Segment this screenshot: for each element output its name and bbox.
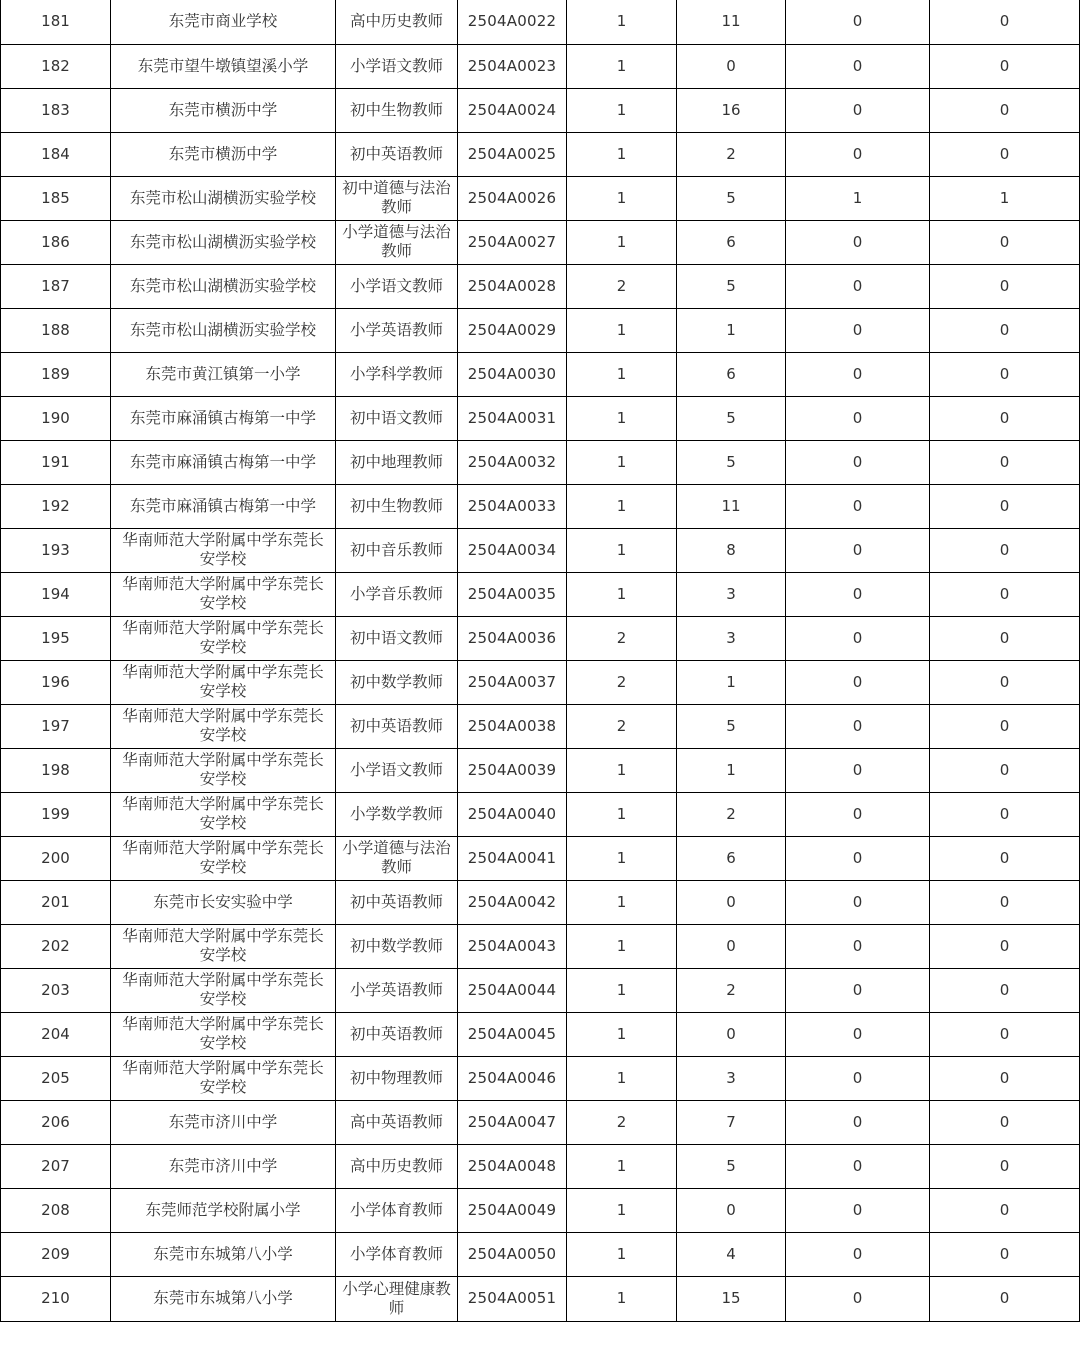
count-cell-7: 0 [786, 792, 930, 836]
applicant-count-cell: 0 [677, 880, 786, 924]
position-name-cell: 初中生物教师 [336, 484, 458, 528]
table-body [1, 0, 1080, 1321]
school-name-cell: 东莞市长安实验中学 [111, 880, 336, 924]
table-row [1, 1276, 1080, 1321]
table-row [1, 0, 1080, 44]
row-number-cell: 200 [1, 836, 111, 880]
position-name-cell: 初中英语教师 [336, 880, 458, 924]
plan-count-cell: 1 [567, 352, 677, 396]
plan-count-cell: 2 [567, 660, 677, 704]
table-row [1, 176, 1080, 220]
table-row [1, 968, 1080, 1012]
row-number-cell: 195 [1, 616, 111, 660]
count-cell-8: 0 [930, 1144, 1080, 1188]
applicant-count-cell: 5 [677, 264, 786, 308]
count-cell-8: 0 [930, 968, 1080, 1012]
plan-count-cell: 1 [567, 220, 677, 264]
position-code-cell: 2504A0022 [458, 0, 567, 44]
position-code-cell: 2504A0025 [458, 132, 567, 176]
table-row [1, 440, 1080, 484]
table-row [1, 484, 1080, 528]
applicant-count-cell: 0 [677, 44, 786, 88]
count-cell-8: 0 [930, 132, 1080, 176]
row-number-cell: 202 [1, 924, 111, 968]
plan-count-cell: 2 [567, 616, 677, 660]
position-name-cell: 小学数学教师 [336, 792, 458, 836]
plan-count-cell: 2 [567, 1100, 677, 1144]
school-name-cell: 东莞市松山湖横沥实验学校 [111, 220, 336, 264]
row-number-cell: 197 [1, 704, 111, 748]
plan-count-cell: 1 [567, 528, 677, 572]
row-number-cell: 190 [1, 396, 111, 440]
count-cell-7: 0 [786, 704, 930, 748]
position-name-cell: 小学心理健康教师 [336, 1276, 458, 1321]
table-row [1, 1188, 1080, 1232]
position-name-cell: 小学英语教师 [336, 308, 458, 352]
count-cell-8: 0 [930, 484, 1080, 528]
school-name-cell: 东莞市望牛墩镇望溪小学 [111, 44, 336, 88]
table-row [1, 1144, 1080, 1188]
row-number-cell: 192 [1, 484, 111, 528]
applicant-count-cell: 0 [677, 924, 786, 968]
position-name-cell: 初中英语教师 [336, 1012, 458, 1056]
applicant-count-cell: 4 [677, 1232, 786, 1276]
school-name-cell: 东莞市松山湖横沥实验学校 [111, 264, 336, 308]
table-row [1, 792, 1080, 836]
count-cell-8: 0 [930, 352, 1080, 396]
count-cell-8: 0 [930, 1276, 1080, 1321]
position-name-cell: 高中历史教师 [336, 1144, 458, 1188]
count-cell-7: 0 [786, 396, 930, 440]
count-cell-8: 0 [930, 1188, 1080, 1232]
plan-count-cell: 1 [567, 1056, 677, 1100]
table-row [1, 88, 1080, 132]
row-number-cell: 204 [1, 1012, 111, 1056]
row-number-cell: 186 [1, 220, 111, 264]
school-name-cell: 华南师范大学附属中学东莞长安学校 [111, 572, 336, 616]
plan-count-cell: 1 [567, 792, 677, 836]
row-number-cell: 208 [1, 1188, 111, 1232]
count-cell-8: 0 [930, 1232, 1080, 1276]
position-name-cell: 高中英语教师 [336, 1100, 458, 1144]
applicant-count-cell: 5 [677, 176, 786, 220]
count-cell-7: 0 [786, 264, 930, 308]
applicant-count-cell: 8 [677, 528, 786, 572]
count-cell-7: 0 [786, 0, 930, 44]
applicant-count-cell: 2 [677, 132, 786, 176]
count-cell-7: 0 [786, 880, 930, 924]
row-number-cell: 205 [1, 1056, 111, 1100]
count-cell-8: 0 [930, 924, 1080, 968]
count-cell-7: 0 [786, 88, 930, 132]
applicant-count-cell: 11 [677, 484, 786, 528]
applicant-count-cell: 7 [677, 1100, 786, 1144]
row-number-cell: 184 [1, 132, 111, 176]
plan-count-cell: 1 [567, 1276, 677, 1321]
school-name-cell: 东莞师范学校附属小学 [111, 1188, 336, 1232]
count-cell-8: 0 [930, 660, 1080, 704]
count-cell-8: 0 [930, 0, 1080, 44]
count-cell-7: 0 [786, 308, 930, 352]
count-cell-7: 0 [786, 1056, 930, 1100]
row-number-cell: 189 [1, 352, 111, 396]
plan-count-cell: 1 [567, 748, 677, 792]
row-number-cell: 209 [1, 1232, 111, 1276]
count-cell-8: 0 [930, 528, 1080, 572]
table-row [1, 836, 1080, 880]
position-code-cell: 2504A0042 [458, 880, 567, 924]
applicant-count-cell: 6 [677, 836, 786, 880]
position-code-cell: 2504A0039 [458, 748, 567, 792]
position-code-cell: 2504A0045 [458, 1012, 567, 1056]
position-code-cell: 2504A0044 [458, 968, 567, 1012]
position-name-cell: 小学体育教师 [336, 1188, 458, 1232]
position-name-cell: 小学语文教师 [336, 748, 458, 792]
count-cell-8: 0 [930, 880, 1080, 924]
school-name-cell: 东莞市麻涌镇古梅第一中学 [111, 396, 336, 440]
plan-count-cell: 1 [567, 1232, 677, 1276]
position-code-cell: 2504A0041 [458, 836, 567, 880]
school-name-cell: 华南师范大学附属中学东莞长安学校 [111, 704, 336, 748]
count-cell-8: 0 [930, 88, 1080, 132]
applicant-count-cell: 11 [677, 0, 786, 44]
applicant-count-cell: 1 [677, 748, 786, 792]
school-name-cell: 东莞市麻涌镇古梅第一中学 [111, 484, 336, 528]
school-name-cell: 华南师范大学附属中学东莞长安学校 [111, 748, 336, 792]
position-code-cell: 2504A0040 [458, 792, 567, 836]
position-code-cell: 2504A0038 [458, 704, 567, 748]
position-name-cell: 初中音乐教师 [336, 528, 458, 572]
table-row [1, 308, 1080, 352]
plan-count-cell: 2 [567, 264, 677, 308]
table-row [1, 132, 1080, 176]
position-name-cell: 初中语文教师 [336, 616, 458, 660]
position-code-cell: 2504A0035 [458, 572, 567, 616]
count-cell-7: 0 [786, 572, 930, 616]
table-row [1, 1100, 1080, 1144]
applicant-count-cell: 6 [677, 352, 786, 396]
count-cell-7: 0 [786, 484, 930, 528]
school-name-cell: 华南师范大学附属中学东莞长安学校 [111, 1056, 336, 1100]
position-name-cell: 初中数学教师 [336, 924, 458, 968]
applicant-count-cell: 3 [677, 572, 786, 616]
row-number-cell: 206 [1, 1100, 111, 1144]
count-cell-7: 0 [786, 528, 930, 572]
position-code-cell: 2504A0028 [458, 264, 567, 308]
count-cell-7: 0 [786, 1100, 930, 1144]
position-name-cell: 小学英语教师 [336, 968, 458, 1012]
count-cell-7: 0 [786, 352, 930, 396]
count-cell-8: 0 [930, 616, 1080, 660]
plan-count-cell: 1 [567, 1012, 677, 1056]
plan-count-cell: 1 [567, 0, 677, 44]
count-cell-8: 0 [930, 308, 1080, 352]
count-cell-8: 0 [930, 792, 1080, 836]
count-cell-8: 0 [930, 1100, 1080, 1144]
position-code-cell: 2504A0030 [458, 352, 567, 396]
row-number-cell: 203 [1, 968, 111, 1012]
table-row [1, 880, 1080, 924]
position-name-cell: 初中语文教师 [336, 396, 458, 440]
position-code-cell: 2504A0036 [458, 616, 567, 660]
plan-count-cell: 1 [567, 880, 677, 924]
school-name-cell: 东莞市松山湖横沥实验学校 [111, 176, 336, 220]
position-name-cell: 小学音乐教师 [336, 572, 458, 616]
count-cell-7: 0 [786, 660, 930, 704]
row-number-cell: 187 [1, 264, 111, 308]
position-name-cell: 初中生物教师 [336, 88, 458, 132]
applicant-count-cell: 2 [677, 968, 786, 1012]
row-number-cell: 182 [1, 44, 111, 88]
row-number-cell: 210 [1, 1276, 111, 1321]
applicant-count-cell: 0 [677, 1012, 786, 1056]
school-name-cell: 东莞市济川中学 [111, 1144, 336, 1188]
count-cell-8: 0 [930, 704, 1080, 748]
position-code-cell: 2504A0031 [458, 396, 567, 440]
table-row [1, 1232, 1080, 1276]
applicant-count-cell: 1 [677, 308, 786, 352]
table-row [1, 220, 1080, 264]
count-cell-7: 0 [786, 440, 930, 484]
table-row [1, 660, 1080, 704]
count-cell-8: 0 [930, 264, 1080, 308]
plan-count-cell: 1 [567, 88, 677, 132]
position-code-cell: 2504A0023 [458, 44, 567, 88]
school-name-cell: 东莞市麻涌镇古梅第一中学 [111, 440, 336, 484]
applicant-count-cell: 5 [677, 704, 786, 748]
row-number-cell: 188 [1, 308, 111, 352]
count-cell-8: 0 [930, 572, 1080, 616]
school-name-cell: 东莞市东城第八小学 [111, 1276, 336, 1321]
count-cell-8: 0 [930, 396, 1080, 440]
plan-count-cell: 1 [567, 44, 677, 88]
row-number-cell: 199 [1, 792, 111, 836]
applicant-count-cell: 3 [677, 616, 786, 660]
count-cell-8: 0 [930, 440, 1080, 484]
count-cell-7: 0 [786, 1232, 930, 1276]
count-cell-7: 0 [786, 836, 930, 880]
count-cell-8: 0 [930, 44, 1080, 88]
plan-count-cell: 1 [567, 132, 677, 176]
position-code-cell: 2504A0029 [458, 308, 567, 352]
table-row [1, 748, 1080, 792]
applicant-count-cell: 1 [677, 660, 786, 704]
position-code-cell: 2504A0034 [458, 528, 567, 572]
table-row [1, 1056, 1080, 1100]
plan-count-cell: 1 [567, 308, 677, 352]
count-cell-7: 0 [786, 924, 930, 968]
position-name-cell: 初中道德与法治教师 [336, 176, 458, 220]
position-code-cell: 2504A0049 [458, 1188, 567, 1232]
school-name-cell: 东莞市东城第八小学 [111, 1232, 336, 1276]
count-cell-8: 0 [930, 1056, 1080, 1100]
table-row [1, 264, 1080, 308]
count-cell-7: 0 [786, 748, 930, 792]
position-name-cell: 小学语文教师 [336, 264, 458, 308]
applicant-count-cell: 0 [677, 1188, 786, 1232]
row-number-cell: 183 [1, 88, 111, 132]
school-name-cell: 东莞市松山湖横沥实验学校 [111, 308, 336, 352]
table-row [1, 528, 1080, 572]
plan-count-cell: 1 [567, 924, 677, 968]
count-cell-7: 1 [786, 176, 930, 220]
plan-count-cell: 1 [567, 176, 677, 220]
position-name-cell: 小学道德与法治教师 [336, 220, 458, 264]
count-cell-7: 0 [786, 1276, 930, 1321]
count-cell-8: 0 [930, 1012, 1080, 1056]
row-number-cell: 185 [1, 176, 111, 220]
plan-count-cell: 1 [567, 836, 677, 880]
plan-count-cell: 1 [567, 572, 677, 616]
count-cell-7: 0 [786, 1188, 930, 1232]
applicant-count-cell: 5 [677, 396, 786, 440]
plan-count-cell: 1 [567, 440, 677, 484]
row-number-cell: 194 [1, 572, 111, 616]
row-number-cell: 193 [1, 528, 111, 572]
applicant-count-cell: 5 [677, 440, 786, 484]
count-cell-8: 0 [930, 220, 1080, 264]
position-name-cell: 初中数学教师 [336, 660, 458, 704]
position-code-cell: 2504A0024 [458, 88, 567, 132]
row-number-cell: 207 [1, 1144, 111, 1188]
position-name-cell: 初中物理教师 [336, 1056, 458, 1100]
position-code-cell: 2504A0046 [458, 1056, 567, 1100]
row-number-cell: 198 [1, 748, 111, 792]
applicant-count-cell: 2 [677, 792, 786, 836]
position-name-cell: 小学体育教师 [336, 1232, 458, 1276]
row-number-cell: 191 [1, 440, 111, 484]
position-name-cell: 小学道德与法治教师 [336, 836, 458, 880]
school-name-cell: 华南师范大学附属中学东莞长安学校 [111, 924, 336, 968]
count-cell-7: 0 [786, 1012, 930, 1056]
school-name-cell: 华南师范大学附属中学东莞长安学校 [111, 836, 336, 880]
applicant-count-cell: 5 [677, 1144, 786, 1188]
table-row [1, 396, 1080, 440]
school-name-cell: 华南师范大学附属中学东莞长安学校 [111, 616, 336, 660]
position-name-cell: 高中历史教师 [336, 0, 458, 44]
table-row [1, 924, 1080, 968]
school-name-cell: 华南师范大学附属中学东莞长安学校 [111, 528, 336, 572]
position-code-cell: 2504A0051 [458, 1276, 567, 1321]
position-code-cell: 2504A0047 [458, 1100, 567, 1144]
plan-count-cell: 1 [567, 484, 677, 528]
position-code-cell: 2504A0050 [458, 1232, 567, 1276]
table-row [1, 572, 1080, 616]
position-code-cell: 2504A0048 [458, 1144, 567, 1188]
school-name-cell: 东莞市横沥中学 [111, 132, 336, 176]
row-number-cell: 201 [1, 880, 111, 924]
position-code-cell: 2504A0027 [458, 220, 567, 264]
plan-count-cell: 1 [567, 396, 677, 440]
table-row [1, 1012, 1080, 1056]
table-row [1, 616, 1080, 660]
plan-count-cell: 1 [567, 968, 677, 1012]
position-code-cell: 2504A0026 [458, 176, 567, 220]
count-cell-7: 0 [786, 44, 930, 88]
position-code-cell: 2504A0037 [458, 660, 567, 704]
count-cell-8: 0 [930, 748, 1080, 792]
row-number-cell: 196 [1, 660, 111, 704]
school-name-cell: 东莞市商业学校 [111, 0, 336, 44]
count-cell-7: 0 [786, 220, 930, 264]
position-name-cell: 初中英语教师 [336, 132, 458, 176]
school-name-cell: 东莞市济川中学 [111, 1100, 336, 1144]
table-row [1, 704, 1080, 748]
school-name-cell: 华南师范大学附属中学东莞长安学校 [111, 1012, 336, 1056]
plan-count-cell: 2 [567, 704, 677, 748]
position-name-cell: 初中地理教师 [336, 440, 458, 484]
table-row [1, 352, 1080, 396]
count-cell-7: 0 [786, 968, 930, 1012]
school-name-cell: 华南师范大学附属中学东莞长安学校 [111, 660, 336, 704]
school-name-cell: 华南师范大学附属中学东莞长安学校 [111, 968, 336, 1012]
school-name-cell: 华南师范大学附属中学东莞长安学校 [111, 792, 336, 836]
count-cell-7: 0 [786, 1144, 930, 1188]
applicant-count-cell: 6 [677, 220, 786, 264]
position-name-cell: 小学科学教师 [336, 352, 458, 396]
count-cell-7: 0 [786, 616, 930, 660]
position-code-cell: 2504A0043 [458, 924, 567, 968]
table-row [1, 44, 1080, 88]
plan-count-cell: 1 [567, 1144, 677, 1188]
position-name-cell: 初中英语教师 [336, 704, 458, 748]
count-cell-8: 0 [930, 836, 1080, 880]
applicant-count-cell: 16 [677, 88, 786, 132]
plan-count-cell: 1 [567, 1188, 677, 1232]
position-code-cell: 2504A0032 [458, 440, 567, 484]
count-cell-7: 0 [786, 132, 930, 176]
position-code-cell: 2504A0033 [458, 484, 567, 528]
row-number-cell: 181 [1, 0, 111, 44]
applicant-count-cell: 3 [677, 1056, 786, 1100]
count-cell-8: 1 [930, 176, 1080, 220]
applicant-count-cell: 15 [677, 1276, 786, 1321]
school-name-cell: 东莞市横沥中学 [111, 88, 336, 132]
school-name-cell: 东莞市黄江镇第一小学 [111, 352, 336, 396]
position-name-cell: 小学语文教师 [336, 44, 458, 88]
